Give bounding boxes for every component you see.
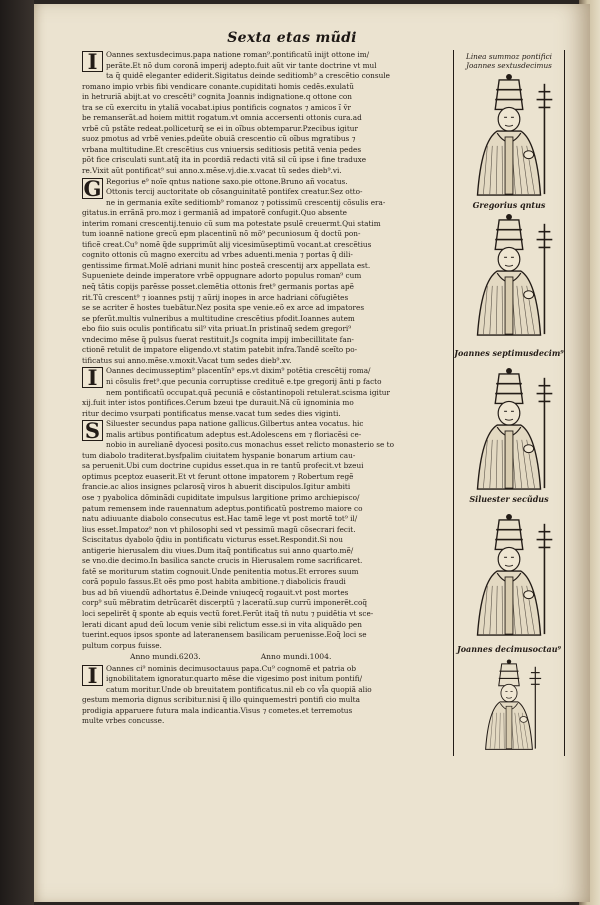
text-line: cognito ottonis cũ magno exercitu ad vrbes aduenti.menia ⁊ portas q̃ dili- <box>82 250 353 260</box>
text-line: se vno.die decimo.In basilica sancte crucis in Hierusalem rome sacrificaret. <box>82 556 363 566</box>
pope-caption: Joannes septimusdecim⁹ <box>454 348 564 358</box>
text-line: ebo fiio suis oculis pontificatu sil⁹ vita priuat.In pristinaq̃ sedem gregori⁹ <box>82 324 352 334</box>
text-line: tum ioannẽ natione grecũ epm placentinũ nõ mõ⁹ pecuniosum q̃ doctũ pon- <box>82 229 361 239</box>
year-row <box>82 652 452 663</box>
text-line: tuerint.equos ipsos sponte ad lateranensem basilicam peruenisse.Eoq̃ loci se <box>82 630 367 640</box>
pope-portrait-gregorius-v <box>459 212 559 344</box>
text-line: Regorius e⁹ noĩe qntus natione saxo.pie ottone.Bruno añ vocatus. <box>106 176 348 186</box>
text-line: gestum memoria dignus scribitur.nisi q̃ illo quinquemestri pontifi cio multa <box>82 695 360 705</box>
paragraph-gregorius-v <box>82 177 452 367</box>
text-line: ose ⁊ pyabolica dõminãdi cupiditate impulsus largitione primo archiepisco/ <box>82 492 360 502</box>
drop-initial: I <box>82 665 103 686</box>
text-line: be remanserãt.ad hoiem mittit rogatum.vt omnia accersenti ottonis cura.ad <box>82 113 362 123</box>
text-line: fatẽ se moriturum statim cognouit.Unde penitentia motus.Et errores suum <box>82 566 359 576</box>
text-line: tificẽ creat.Cu⁹ nomẽ q̃de supprimũt alij vicesimũseptimũ vocant.at crescẽtius <box>82 239 372 249</box>
text-line: ignobilitatem ignoratur.quarto mẽse die vigesimo post initum pontifi/ <box>106 674 363 684</box>
left-shadow <box>0 0 34 905</box>
text-line: gitatus.in errãnã pro.moz i germaniã ad impatorẽ confugit.Quo absente <box>82 208 348 218</box>
text-line: bus ad bñ viuendũ adhortatus ẽ.Deinde vniuqecq̃ rogauit.vt post mortes <box>82 587 349 597</box>
paragraph-silvester-ii <box>82 419 452 651</box>
text-line: põt fice crisculati sunt.atq̃ ita in pcordiã redacti vitã sil cũ ipse i fine traduxe <box>82 155 367 165</box>
drop-initial: I <box>82 367 103 388</box>
text-line: francie.ac alios insignes pclarosq̃ viros h abuerit discipulos.Igitur ambiti <box>82 482 351 492</box>
text-line: patum remensem inde rauennatum adeptus.pontificatũ postremo maiore co <box>82 503 363 513</box>
text-line: ta q̃ quidẽ eleganter ediderit.Sigitatus deinde seditiomb⁹ a crescẽtio consule <box>106 71 390 81</box>
pope-woodcut-icon <box>459 658 559 753</box>
pope-portrait-joannes-xviii <box>459 658 559 757</box>
text-line: vrbẽ cũ pstãte redeat.polliceturq̃ se ei in oĩbus obtemparur.Pzecibus igitur <box>82 123 358 133</box>
text-line: tum diabolo traditerat.bysfpalim ciuitatem hyspanie bonarum artium cau- <box>82 450 356 460</box>
text-line: ne in germania exĩte seditiomb⁹ romanoz ⁊ potissimũ crescentij cõsulis era- <box>106 197 386 207</box>
text-line: romano impio vrbis fibi vendicare conante.cupiditati homis cedẽs.exulatũ <box>82 81 354 91</box>
pope-portrait-silvester-ii <box>459 512 559 644</box>
text-line: Oannes ci⁹ nominis decimusoctauus papa.Cu⁹ cognomẽ et patria ob <box>106 663 356 673</box>
text-line: ritur decimo vsurpati pontificatus mense.vacat tum sedes dies viginti. <box>82 408 341 418</box>
text-line: interim romani crescentij.tenuio cũ sum ma potestate psulẽ creuermt.Qui statim <box>82 218 381 228</box>
pope-caption: Gregorius qntus <box>472 200 546 210</box>
text-line: neq̃ tãtis copijs parẽsse posset.clemẽtia ottonis fret⁹ germanis portas apẽ <box>82 282 354 292</box>
text-line: nem pontificatũ occupat.quã pecuniã e cõstantinopoli retulerat.scisma igitur <box>106 387 390 397</box>
lineage-title-text: Linea summoz pontifici <box>465 52 553 61</box>
text-line: lerati dicant apud deũ locum venie sibi relictum esse.si in vita aliquãdo pen <box>82 619 362 629</box>
text-line: vrbana multitudine.Et crescẽtius cus vniuersis seditiosis petitã venia pedes <box>82 144 362 154</box>
text-line: se pferũt.multis vulneribus a multitudine crescẽtius pfodit.Ioannes autem <box>82 313 355 323</box>
lineage-column <box>453 50 565 756</box>
main-text-column <box>82 50 452 727</box>
text-line: Supueniete deinde imperatore vrbẽ oppugnare adorto populus roman⁹ cum <box>82 271 362 281</box>
text-line: Oannes decimusseptim⁹ placentĩn⁹ eps.vt dixim⁹ potẽtia crescẽtij roma/ <box>106 366 371 376</box>
text-line: natu adiuuante diabolo consecutus est.Hac tamẽ lege vt post mortẽ tot⁹ il/ <box>82 514 358 524</box>
pope-portrait-joannes-xvi <box>459 72 559 204</box>
anno-mundi: Anno mundi.6203. <box>130 652 201 662</box>
text-line: corp⁹ suũ mẽbratim detrũcarẽt discerptũ ⁊ laceratũ.sup currũ imponerẽt.coq̃ <box>82 598 368 608</box>
pope-portrait-joannes-xvii <box>459 366 559 498</box>
text-line: gentissime firmat.Molẽ adriani munit hinc posteã crescentij arx appellata est. <box>82 260 371 270</box>
text-line: re.Vixit aũt pontificat⁹ sui anno.x.mẽse.vj.die.x.vacat tũ sedes dieb⁹.vi. <box>82 166 342 176</box>
paragraph-joannes-xvii <box>82 366 452 419</box>
text-line: prodigia apparuere futura mala indicantia.Visus ⁊ cometes.et terremotus <box>82 705 353 715</box>
drop-initial: I <box>82 51 103 72</box>
paragraph-joannes-xviii <box>82 664 452 727</box>
drop-initial: S <box>82 420 103 441</box>
text-line: loci sepelirẽt q̃ sponte ab equis vectũ foret.Ferũt itaq̃ tn̄ nutu ⁊ puidẽtia vt sce- <box>82 608 374 618</box>
page-heading: Sexta etas mũdi <box>227 30 357 46</box>
text-line: malis artibus pontificatum adeptus est.Adolescens em ⁊ floriacẽsi ce- <box>106 429 362 439</box>
text-line: optimus pceptoz euaserit.Et vt ferunt ottone impatorem ⁊ Robertum regẽ <box>82 471 354 481</box>
text-line: catum moritur.Unde ob breuitatem pontificatus.nil eb co vl̃a quopiã alio <box>106 684 372 694</box>
pope-woodcut-icon <box>459 72 559 200</box>
text-line: suoz pmotus ad vrbẽ venies.pdeũte obuiã crescentio cũ oĩbus mgratibus ⁊ <box>82 134 356 144</box>
lineage-first-caption: Joannes sextusdecimus <box>466 61 552 70</box>
text-line: ni cõsulis fret⁹.que pecunia corruptisse credituẽ e.tpe gregorij ãnti p facto <box>106 376 382 386</box>
text-line: lius esset.Impatoz⁹ non vt philosophi sed vt pessimũ magũ cõsecrari fecit. <box>82 524 356 534</box>
text-line: tificatus sui anno.mẽse.v.moxit.Vacat tum sedes dieb⁹.xv. <box>82 355 292 365</box>
text-line: rit.Tũ crescent⁹ ⁊ ioannes pstij ⁊ aũrij inopes in arce hadriani cõfugiẽtes <box>82 292 349 302</box>
text-line: sa peruenit.Ubi cum doctrine cupidus esset.qua in re tantũ profecit.vt bzeui <box>82 461 364 471</box>
pope-woodcut-icon <box>459 512 559 640</box>
text-line: corã populo fassus.Et oẽs pmo post habita ambitione.⁊ diabolicis fraudi <box>82 577 346 587</box>
text-line: antigerie hierusalem diu viues.Dum itaq̃ pontificatus sui anno quarto.mẽ/ <box>82 545 354 555</box>
text-line: Oannes sextusdecimus.papa natione roman⁹.pontificatũ inijt ottone im/ <box>106 50 370 59</box>
text-line: Sciscitatus dyabolo q̃diu in pontificatu victurus esset.Respondit.Si nou <box>82 535 343 545</box>
text-line: Ottonis tercij auctoritate ob cõsanguinitatẽ pontifex creatur.Sez otto- <box>106 187 363 197</box>
text-line: tra se cũ exercitu in ytaliã vocabat.ipius pontificis cognatos ⁊ amicos ĩ v̄r <box>82 102 351 112</box>
text-line: Siluester secundus papa natione gallicus.Gilbertus antea vocatus. hic <box>106 419 364 429</box>
pope-woodcut-icon <box>459 212 559 340</box>
text-line: xij.fuit inter istos pontifices.Cerum bzeui tpe durauit.Nã cũ ignominia mo <box>82 398 354 408</box>
text-line: se se acriter ẽ hostes tuebãtur.Nez posita spe venie.eõ ex arce ad impatores <box>82 303 365 313</box>
text-line: in hetruriã abijt.at vo crescẽti⁹ cognita Joannis indignatione.q ottone con <box>82 92 353 102</box>
pope-woodcut-icon <box>459 366 559 494</box>
text-line: vndecimo mẽse q̃ pulsus fuerat restituit.Js cognita impij imbecillitate fan- <box>82 334 354 344</box>
text-line: ctionẽ retulit de impatore eligendo.vt statim patebit infra.Tandẽ sceĩto po- <box>82 345 358 355</box>
text-line: multe vrbes concusse. <box>82 716 165 726</box>
pope-caption: Joannes decimusoctau⁹ <box>456 644 562 654</box>
lineage-title <box>454 52 564 70</box>
pope-caption: Siluester secũdus <box>469 494 549 504</box>
anno-christi: Anno mundi.1004. <box>260 652 332 662</box>
paragraph-joannes-xvi <box>82 50 452 177</box>
drop-initial: G <box>83 175 102 201</box>
text-line: nobio in aurelianẽ dyocesi posito.cus monachus esset relicto monasterio se to <box>106 440 394 450</box>
text-line: pultum corpus fuisse. <box>82 640 162 650</box>
text-line: perãte.Et nõ dum coronã imperij adepto.fuit aũt vir tante doctrine vt mul <box>106 60 377 70</box>
